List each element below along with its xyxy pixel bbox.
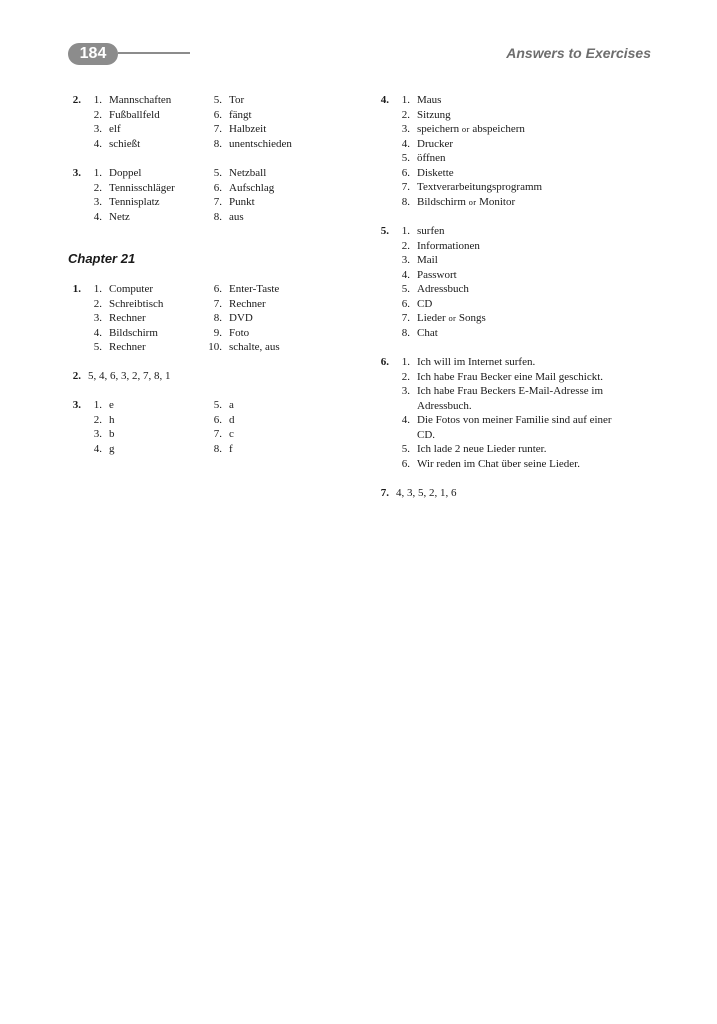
or-connector: or [461,124,470,134]
exercise-number: 2. [72,370,81,382]
exercise-3-tennis: 3. 1. Doppel 2. Tennisschläger 3. Tennisplatz 4. Netz 5. Netzball 6. Aufschlag 7. Punkt 8. aus [68,166,328,226]
exercise-number: 3. [72,399,81,411]
exercise-number: 3. [72,167,81,179]
exercise-number: 5. [380,225,389,237]
answer-sequence: 5, 4, 6, 3, 2, 7, 8, 1 [88,370,171,382]
running-title: Answers to Exercises [506,45,651,61]
answer-sequence: 4, 3, 5, 2, 1, 6 [396,487,457,499]
exercise-1-computer: 1. 1. Computer 2. Schreibtisch 3. Rechner 4. Bildschirm 5. Rechner 6. Enter-Taste 7. Rechner 8. DVD 9. Foto 10. schalte, aus [68,282,328,356]
exercise-number: 6. [380,356,389,368]
exercise-6-sentences: 6. 1. Ich will im Internet surfen. 2. Ich habe Frau Becker eine Mail geschickt. 3. Ich habe Frau Beckers E-Mail-Adresse im Adressbuch. 4. Die Fotos von meiner Familie sind auf einer CD. 5. Ich lade 2 neue Lieder runter. 6. Wir reden im Chat über seine Lieder. [376,355,676,473]
exercise-number: 4. [380,94,389,106]
exercise-number: 1. [72,283,81,295]
exercise-4-computer-terms: 4. 1. Maus 2. Sitzung 3. speichern or abspeichern 4. Drucker 5. öffnen 6. Diskette 7. Textverarbeitungsprogramm 8. Bildschirm or Monitor [376,93,666,211]
or-connector: or [448,313,457,323]
header-rule [118,52,190,54]
exercise-7-sequence [376,486,666,501]
exercise-number: 2. [72,94,81,106]
exercise-2-sequence [68,369,328,384]
exercise-5-internet-terms: 5. 1. surfen 2. Informationen 3. Mail 4. Passwort 5. Adressbuch 6. CD 7. Lieder or Songs 8. Chat [376,224,666,342]
exercise-number: 7. [380,487,389,499]
exercise-2-sport-soccer: 2. 1. Mannschaften 2. Fußballfeld 3. elf 4. schießt 5. Tor 6. fängt 7. Halbzeit 8. unentschieden [68,93,328,153]
page-number-badge: 184 [68,43,118,65]
or-connector: or [468,196,477,207]
exercise-3-matching: 3. 1. e 2. h 3. b 4. g 5. a 6. d 7. c 8. f [68,398,328,458]
chapter-heading: Chapter 21 [68,251,136,266]
